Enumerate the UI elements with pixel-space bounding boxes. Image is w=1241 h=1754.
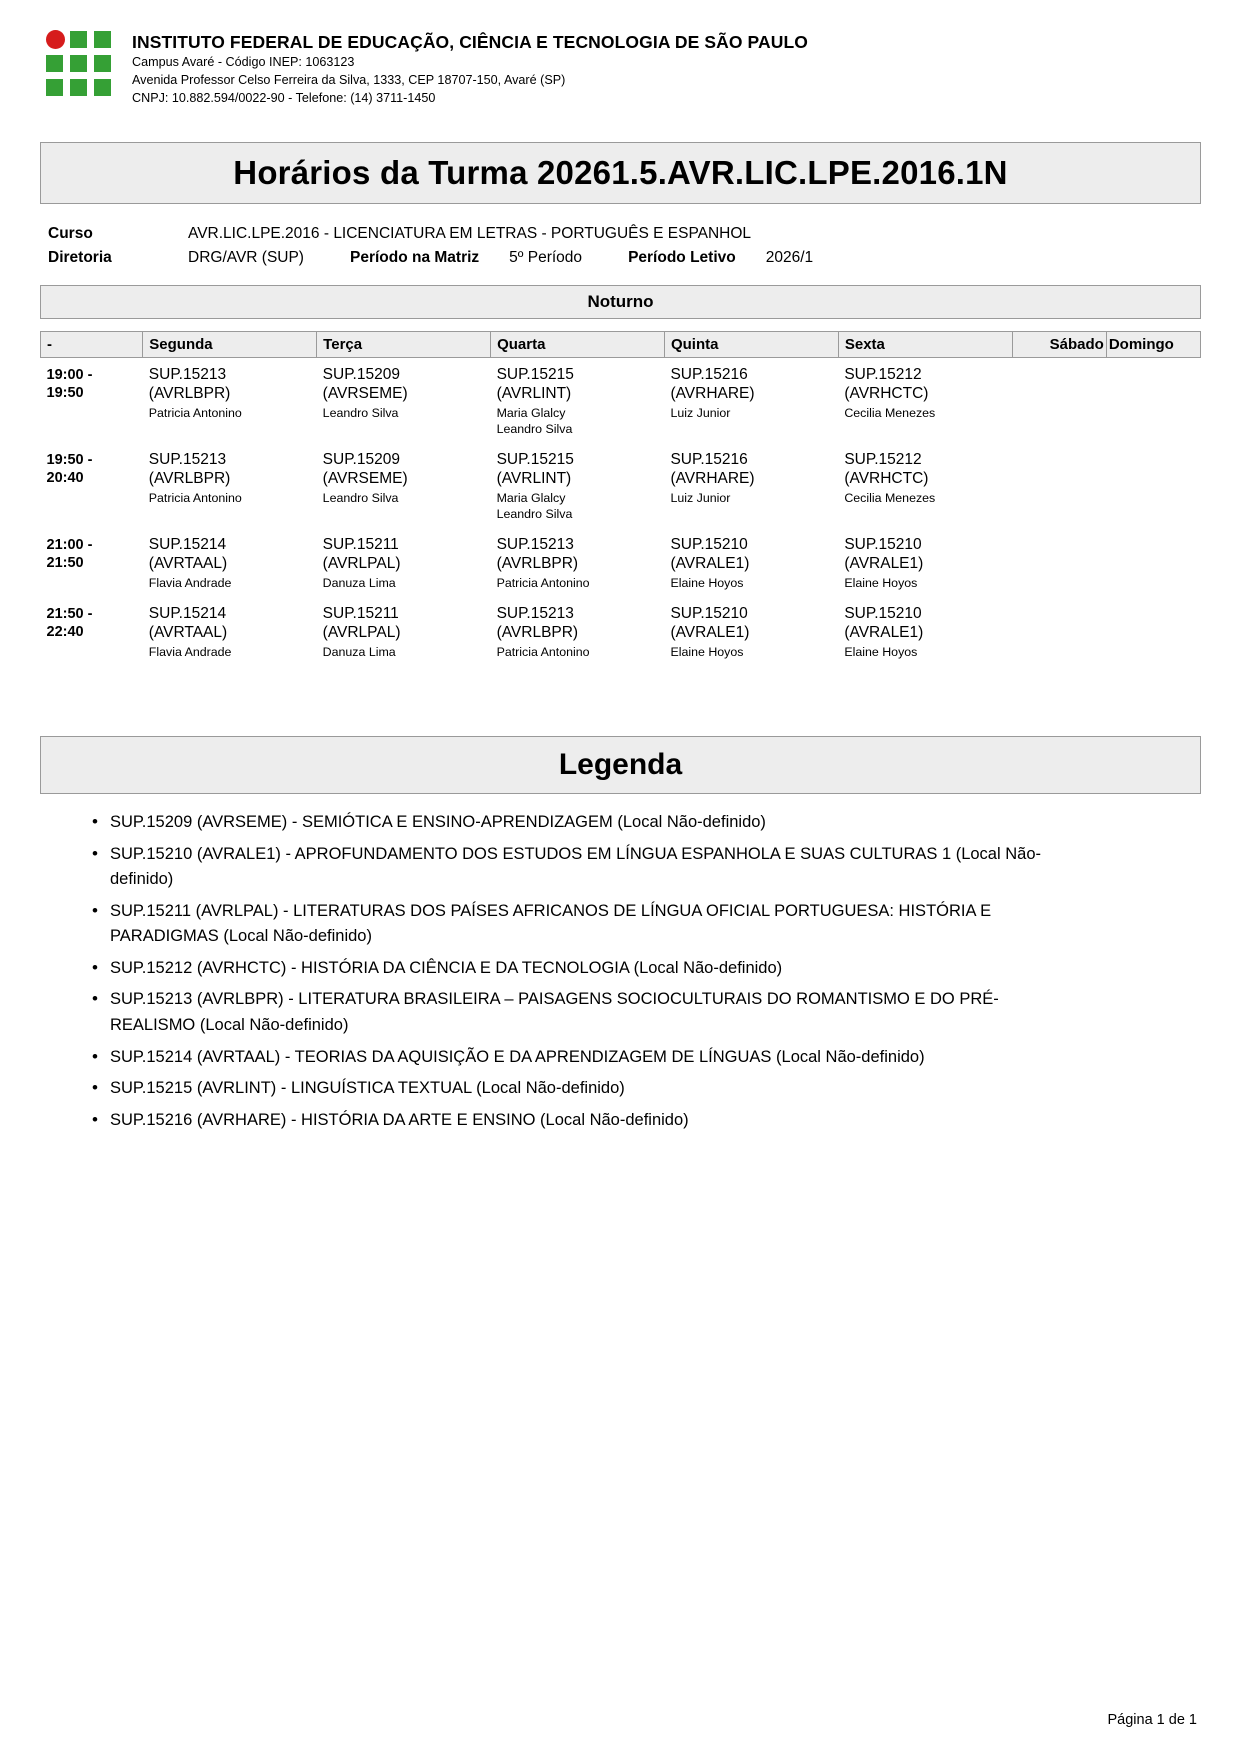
class-code: SUP.15210 (AVRALE1) bbox=[670, 605, 750, 642]
class-code: SUP.15216 (AVRHARE) bbox=[670, 366, 755, 402]
teacher-name: Leandro Silva bbox=[322, 490, 399, 505]
time-slot: 21:50 - 22:40 bbox=[46, 606, 93, 641]
schedule-cell bbox=[143, 597, 317, 666]
teacher-name: Cecilia Menezes bbox=[844, 490, 936, 505]
teacher-name: Flavia Andrade bbox=[148, 644, 232, 659]
schedule-cell bbox=[838, 597, 1012, 666]
teacher-name: Danuza Lima bbox=[322, 644, 396, 659]
schedule-cell bbox=[317, 358, 491, 444]
ifsp-logo-icon bbox=[46, 30, 116, 106]
class-code: SUP.15215 (AVRLINT) bbox=[496, 366, 574, 402]
teacher-name: Patricia Antonino bbox=[496, 576, 590, 591]
teacher-name: Maria Glalcy Leandro Silva bbox=[496, 490, 573, 522]
schedule-cell bbox=[143, 358, 317, 444]
schedule-cell bbox=[1012, 528, 1106, 597]
legend-item: • SUP.15213 (AVRLBPR) - LITERATURA BRASILEIRA – PAISAGENS SOCIOCULTURAIS DO ROMANTISMO E DO PRÉ-REALISMO (Local Não-definido) bbox=[92, 987, 1201, 1038]
course-value: AVR.LIC.LPE.2016 - LICENCIATURA EM LETRAS - PORTUGUÊS E ESPANHOL bbox=[188, 224, 752, 242]
schedule-body bbox=[41, 358, 1201, 667]
column-header-segunda: Segunda bbox=[143, 332, 317, 358]
legend-item: • SUP.15210 (AVRALE1) - APROFUNDAMENTO DOS ESTUDOS EM LÍNGUA ESPANHOLA E SUAS CULTURAS 1 (Local Não-definido) bbox=[92, 842, 1201, 893]
class-code: SUP.15214 (AVRTAAL) bbox=[148, 605, 228, 642]
course-label: Curso bbox=[48, 224, 93, 242]
legend-item: • SUP.15215 (AVRLINT) - LINGUÍSTICA TEXTUAL (Local Não-definido) bbox=[92, 1076, 1201, 1102]
matrix-period-value: 5º Período bbox=[509, 249, 583, 267]
directorate-row bbox=[48, 246, 1193, 271]
teacher-name: Elaine Hoyos bbox=[844, 576, 918, 591]
course-row bbox=[48, 222, 1193, 247]
legend-item: • SUP.15211 (AVRLPAL) - LITERATURAS DOS PAÍSES AFRICANOS DE LÍNGUA OFICIAL PORTUGUESA: HISTÓRIA E PARADIGMAS (Local Não-definido) bbox=[92, 899, 1201, 950]
teacher-name: Cecilia Menezes bbox=[844, 405, 936, 420]
column-header-sexta: Sexta bbox=[838, 332, 1012, 358]
schedule-cell bbox=[317, 443, 491, 528]
table-header-row bbox=[41, 332, 1201, 358]
schedule-cell bbox=[143, 443, 317, 528]
shift-label: Noturno bbox=[587, 292, 654, 312]
legend-item: • SUP.15212 (AVRHCTC) - HISTÓRIA DA CIÊNCIA E DA TECNOLOGIA (Local Não-definido) bbox=[92, 956, 1201, 982]
institution-name: INSTITUTO FEDERAL DE EDUCAÇÃO, CIÊNCIA E TECNOLOGIA DE SÃO PAULO bbox=[132, 32, 808, 52]
teacher-name: Elaine Hoyos bbox=[844, 644, 918, 659]
teacher-name: Elaine Hoyos bbox=[670, 576, 744, 591]
teacher-name: Leandro Silva bbox=[322, 405, 399, 420]
legend-title: Legenda bbox=[558, 748, 683, 782]
class-code: SUP.15213 (AVRLBPR) bbox=[148, 366, 231, 402]
schedule-table bbox=[40, 331, 1201, 666]
schedule-cell bbox=[317, 528, 491, 597]
directorate-label: Diretoria bbox=[48, 249, 112, 267]
column-header-domingo: Domingo bbox=[1106, 332, 1200, 358]
schedule-cell bbox=[664, 528, 838, 597]
column-header-quinta: Quinta bbox=[664, 332, 838, 358]
class-code: SUP.15211 (AVRLPAL) bbox=[322, 536, 401, 573]
schedule-cell bbox=[1106, 443, 1200, 528]
class-code: SUP.15210 (AVRALE1) bbox=[844, 536, 924, 573]
schedule-cell bbox=[1012, 597, 1106, 666]
column-header-quarta: Quarta bbox=[491, 332, 665, 358]
teacher-name: Patricia Antonino bbox=[148, 405, 242, 420]
table-row bbox=[41, 528, 1201, 597]
class-code: SUP.15214 (AVRTAAL) bbox=[148, 536, 228, 573]
column-header-sabado: Sábado bbox=[1012, 332, 1106, 358]
class-code: SUP.15210 (AVRALE1) bbox=[670, 536, 750, 573]
schedule-cell bbox=[664, 358, 838, 444]
legend-list bbox=[40, 810, 1201, 1133]
legend-band bbox=[40, 736, 1201, 794]
teacher-name: Maria Glalcy Leandro Silva bbox=[496, 405, 573, 437]
schedule-cell bbox=[664, 597, 838, 666]
document-header bbox=[40, 26, 1201, 108]
schedule-cell bbox=[491, 358, 665, 444]
schedule-cell bbox=[1106, 597, 1200, 666]
column-header-terca: Terça bbox=[317, 332, 491, 358]
class-code: SUP.15209 (AVRSEME) bbox=[322, 451, 408, 488]
schedule-cell bbox=[838, 528, 1012, 597]
address-line: Avenida Professor Celso Ferreira da Silva, 1333, CEP 18707-150, Avaré (SP) bbox=[132, 72, 566, 87]
table-row bbox=[41, 597, 1201, 666]
time-slot: 21:00 - 21:50 bbox=[46, 537, 93, 572]
schedule-cell bbox=[491, 443, 665, 528]
schedule-cell bbox=[491, 528, 665, 597]
class-code: SUP.15215 (AVRLINT) bbox=[496, 451, 574, 488]
course-info bbox=[40, 222, 1201, 272]
time-slot: 19:50 - 20:40 bbox=[46, 452, 93, 487]
legend-item: • SUP.15209 (AVRSEME) - SEMIÓTICA E ENSINO-APRENDIZAGEM (Local Não-definido) bbox=[92, 810, 1201, 836]
teacher-name: Danuza Lima bbox=[322, 576, 396, 591]
teacher-name: Luiz Junior bbox=[670, 405, 731, 420]
table-row bbox=[41, 443, 1201, 528]
academic-period-value: 2026/1 bbox=[765, 249, 814, 267]
academic-period-label: Período Letivo bbox=[628, 249, 736, 267]
directorate-value: DRG/AVR (SUP) bbox=[188, 249, 304, 267]
class-code: SUP.15213 (AVRLBPR) bbox=[148, 451, 231, 488]
teacher-name: Elaine Hoyos bbox=[670, 644, 744, 659]
teacher-name: Luiz Junior bbox=[670, 490, 731, 505]
table-row bbox=[41, 358, 1201, 444]
schedule-cell bbox=[838, 443, 1012, 528]
campus-line: Campus Avaré - Código INEP: 1063123 bbox=[132, 54, 355, 69]
schedule-cell bbox=[317, 597, 491, 666]
schedule-cell bbox=[491, 597, 665, 666]
class-code: SUP.15211 (AVRLPAL) bbox=[322, 605, 401, 642]
cnpj-line: CNPJ: 10.882.594/0022-90 - Telefone: (14) 3711-1450 bbox=[132, 90, 436, 105]
legend-item: • SUP.15214 (AVRTAAL) - TEORIAS DA AQUISIÇÃO E DA APRENDIZAGEM DE LÍNGUAS (Local Não-definido) bbox=[92, 1045, 1201, 1071]
teacher-name: Flavia Andrade bbox=[148, 576, 232, 591]
schedule-cell bbox=[838, 358, 1012, 444]
schedule-cell bbox=[143, 528, 317, 597]
matrix-period-label: Período na Matriz bbox=[349, 249, 480, 267]
shift-band bbox=[40, 285, 1201, 319]
schedule-cell bbox=[1012, 358, 1106, 444]
teacher-name: Patricia Antonino bbox=[148, 490, 242, 505]
schedule-cell bbox=[1012, 443, 1106, 528]
page-footer: Página 1 de 1 bbox=[1107, 1712, 1197, 1728]
time-slot: 19:00 - 19:50 bbox=[46, 367, 93, 402]
legend-item: • SUP.15216 (AVRHARE) - HISTÓRIA DA ARTE E ENSINO (Local Não-definido) bbox=[92, 1108, 1201, 1134]
page-title-band bbox=[40, 142, 1201, 204]
class-code: SUP.15216 (AVRHARE) bbox=[670, 451, 755, 488]
schedule-cell bbox=[1106, 358, 1200, 444]
class-code: SUP.15213 (AVRLBPR) bbox=[496, 605, 579, 642]
schedule-cell bbox=[1106, 528, 1200, 597]
class-code: SUP.15212 (AVRHCTC) bbox=[844, 451, 929, 488]
class-code: SUP.15210 (AVRALE1) bbox=[844, 605, 924, 642]
class-code: SUP.15212 (AVRHCTC) bbox=[844, 366, 929, 402]
column-header-time: - bbox=[41, 332, 143, 358]
page-title: Horários da Turma 20261.5.AVR.LIC.LPE.2016.1N bbox=[233, 153, 1008, 191]
teacher-name: Patricia Antonino bbox=[496, 644, 590, 659]
class-code: SUP.15209 (AVRSEME) bbox=[322, 366, 408, 402]
schedule-cell bbox=[664, 443, 838, 528]
class-code: SUP.15213 (AVRLBPR) bbox=[496, 536, 579, 573]
